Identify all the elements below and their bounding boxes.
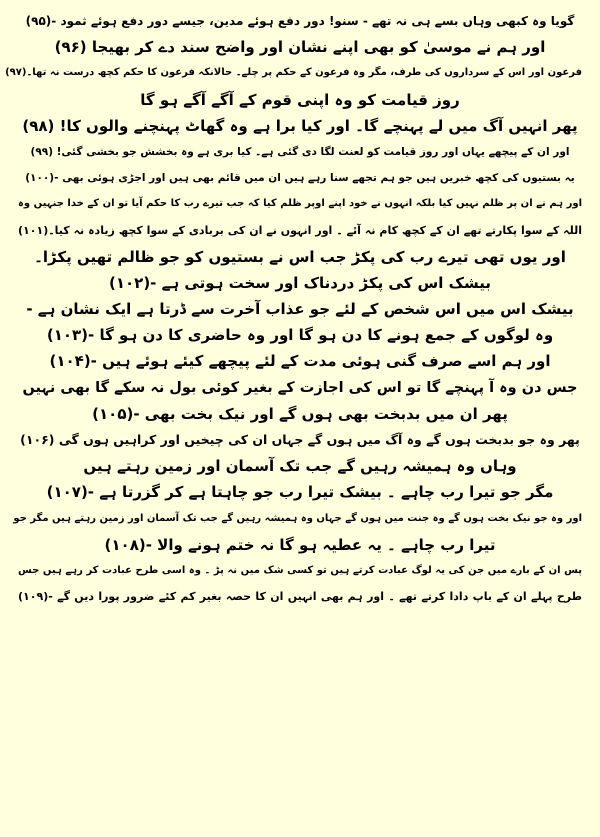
text-line: یہ بستیوں کی کچھ خبریں ہیں جو ہم تجھے سنا رہے ہیں ان میں قائم بھی ہیں اور اجڑی ہوئی بھی -(۱۰۰) [25,172,575,185]
text-line: وہ لوگوں کے جمع ہونے کا دن ہو گا اور وہ حاضری کا دن ہو گا -(۱۰۳) [46,326,554,345]
text-line: طرح پہلے ان کے باپ دادا کرتے تھے ۔ اور ہم بھی انہیں ان کا حصہ بغیر کم کئے ضرور پورا دیں گے -(۱۰۹) [18,590,582,604]
text-line: پس ان کے بارے میں جن کی یہ لوگ عبادت کرتے ہیں تو کسی شک میں نہ پڑ ۔ وہ اسی طرح عبادت کر رہے ہیں جس [18,564,582,576]
text-line: روز قیامت کو وہ اپنی قوم کے آگے آگے ہو گا [140,90,460,109]
text-line: اور ہم نے ان پر ظلم نہیں کیا بلکہ انہوں نے خود اپنے اوپر ظلم کیا کہ جب تیرے رب کا حکم آیا تو ان کے خدا جنہیں وہ [18,198,582,210]
text-line: وہاں وہ ہمیشہ رہیں گے جب تک آسمان اور زمین رہتے ہیں [83,457,517,476]
text-line: اللہ کے سوا پکارتے تھے ان کے کچھ کام نہ آئے ۔ اور انہوں نے ان کی بربادی کے سوا کچھ زیادہ نہ کیا۔(۱۰۱) [18,223,582,237]
text-line: پھر وہ جو بدبخت ہوں گے وہ آگ میں ہوں گے جہاں ان کی چیخیں اور کراہیں ہوں گی (۱۰۶) [20,432,580,447]
text-line: پھر ان میں بدبخت بھی ہوں گے اور نیک بخت بھی -(۱۰۵) [92,404,508,423]
text-line: اور ان کے پیچھے یہاں اور روز قیامت کو لعنت لگا دی گئی ہے۔ کیا بری ہے وہ بخشش جو بخشی گئی! (۹۹) [30,145,570,158]
text-line: اور یوں تھی تیرے رب کی پکڑ جب اس نے بستیوں کو جو ظالم تھیں پکڑا۔ [34,247,566,266]
text-line: تیرا رب چاہے ۔ یہ عطیہ ہو گا نہ ختم ہونے والا -(۱۰۸) [104,535,496,554]
text-line: اور ہم نے موسیٰ کو بھی اپنے نشان اور واضح سند دے کر بھیجا (۹۶) [54,38,546,57]
text-line: بیشک اس میں اس شخص کے لئے جو عذاب آخرت سے ڈرتا ہے ایک نشان ہے - [26,300,574,319]
text-line: اور وہ جو نیک بخت ہوں گے وہ جنت میں ہوں گے جہاں وہ ہمیشہ رہیں گے جب تک آسمان اور زمین رہتے ہیں مگر جو [13,512,582,524]
text-line: پھر انہیں آگ میں لے پہنچے گا۔ اور کیا برا ہے وہ گھاٹ پہنچنے والوں کا! (۹۸) [22,116,578,135]
text-line: فرعون اور اس کے سرداروں کی طرف، مگر وہ فرعون کے حکم پر چلے۔ حالانکہ فرعون کا حکم کچھ درست نہ تھا۔(۹۷) [5,67,582,79]
text-line: گویا وہ کبھی وہاں بسے ہی نہ تھے - سنو! دور دفع ہوئے مدین، جیسے دور دفع ہوئے ثمود -(۹۵) [25,14,575,28]
text-line: مگر جو تیرا رب چاہے ۔ بیشک تیرا رب جو چاہتا ہے کر گزرتا ہے -(۱۰۷) [46,483,554,502]
text-line: بیشک اس کی پکڑ دردناک اور سخت ہوتی ہے -(۱۰۲) [109,273,491,292]
text-line: جس دن وہ آ پہنچے گا تو اس کی اجازت کے بغیر کوئی بول نہ سکے گا بھی نہیں [22,379,578,396]
text-line: اور ہم اسے صرف گنی ہوئی مدت کے لئے پیچھے کیئے ہوئے ہیں -(۱۰۴) [49,352,551,371]
